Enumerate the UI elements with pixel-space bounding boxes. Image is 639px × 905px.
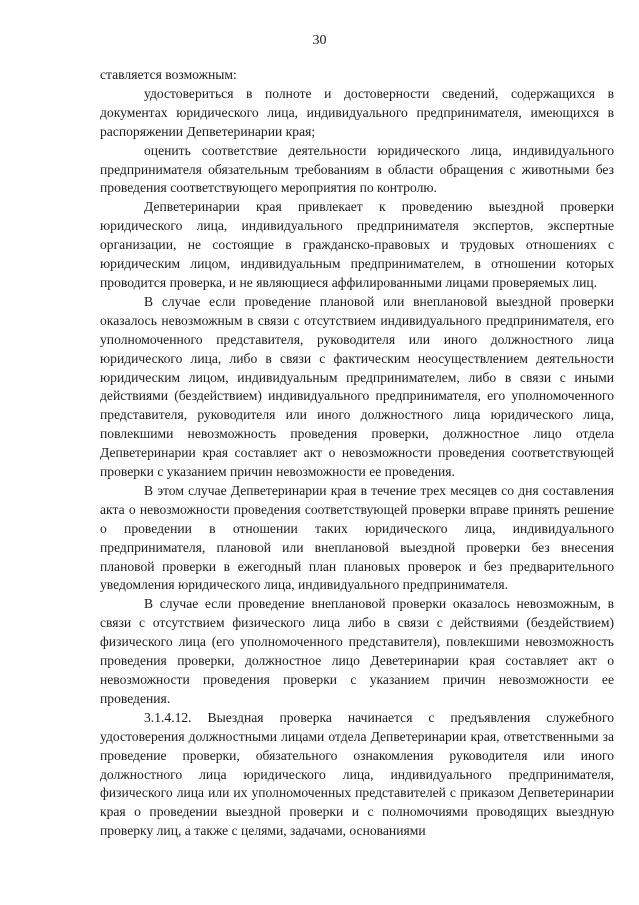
paragraph: Депветеринарии края привлекает к проведению выездной проверки юридического лица, индивидуального предпринимателя экспертов, экспертные организации, не состоящие в гражданско-правовых и трудовых отношениях с юридическим лицом, индивидуальным предпринимателем, в отношении которых проводится проверка, и не являющиеся аффилированными лицами проверяемых лиц. <box>100 199 614 290</box>
paragraph: В случае если проведение плановой или внеплановой выездной проверки оказалось невозможным в связи с отсутствием индивидуального предпринимателя, его уполномоченного представителя, руководителя или иного должностного лица юридического лица, либо в связи с фактическим неосуществлением деятельности юридическим лицом, индивидуальным предпринимателем, либо в связи с иными действиями (бездействием) индивидуального предпринимателя, его уполномоченного представителя, руководителя или иного должностного лица юридического лица, повлекшими невозможность проведения проверки, должностное лицо отдела Депветеринарии края составляет акт о невозможности проведения соответствующей проверки с указанием причин невозможности ее проведения. <box>100 293 614 480</box>
document-body <box>100 66 614 841</box>
paragraph: удостовериться в полноте и достоверности сведений, содержащихся в документах юридического лица, индивидуального предпринимателя, имеющихся в распоряжении Депветеринарии края; <box>100 85 614 139</box>
page-number: 30 <box>312 33 327 48</box>
paragraph-continuation: ставляется возможным: <box>100 67 237 82</box>
paragraph: В случае если проведение внеплановой проверки оказалось невозможным, в связи с отсутствием физического лица либо в связи с действиями (бездействием) физического лица (его уполномоченного представителя), повлекшими невозможность проведения проверки, должностное лицо Деветеринарии края составляет акт о невозможности проведения проверки с указанием причин невозможности ее проведения. <box>100 596 614 706</box>
paragraph: В этом случае Депветеринарии края в течение трех месяцев со дня составления акта о невозможности проведения соответствующей проверки вправе принять решение о проведении в отношении таких юридического лица, индивидуального предпринимателя, плановой или внеплановой выездной проверки без внесения плановой проверки в ежегодный план плановых проверок и без предварительного уведомления юридического лица, индивидуального предпринимателя. <box>100 482 614 593</box>
paragraph: 3.1.4.12. Выездная проверка начинается с предъявления служебного удостоверения должностными лицами отдела Депветеринарии края, ответственными за проведение проверки, обязательного ознакомления руководителя или иного должностного лица юридического лица, индивидуального предпринимателя, физического лица или их уполномоченных представителей с приказом Депветеринарии края о проведении выездной проверки и с полномочиями проводящих выездную проверку лиц, а также с целями, задачами, основаниями <box>100 709 614 839</box>
paragraph: оценить соответствие деятельности юридического лица, индивидуального предпринимателя обязательным требованиям в области обращения с животными без проведения соответствующего мероприятия по контролю. <box>100 142 614 196</box>
